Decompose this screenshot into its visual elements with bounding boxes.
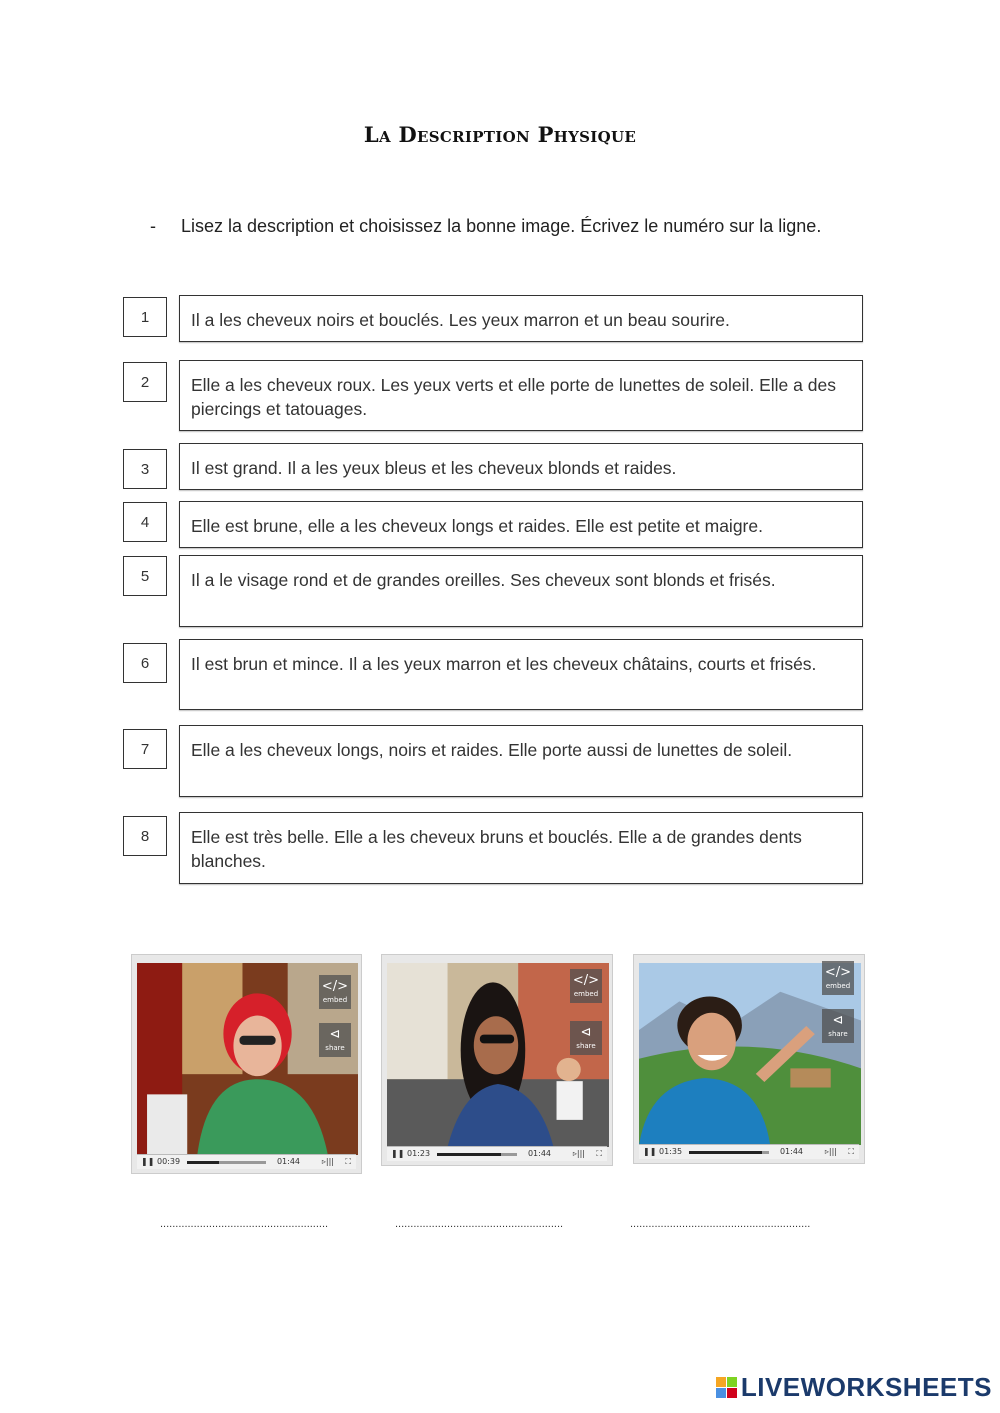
embed-icon: </> [321, 979, 349, 994]
item-description-7: Elle a les cheveux longs, noirs et raides. Elle porte aussi de lunettes de soleil. [179, 725, 863, 797]
photo-1-embed-button[interactable]: </> embed [319, 975, 351, 1009]
item-description-1: Il a les cheveux noirs et bouclés. Les yeux marron et un beau sourire. [179, 295, 863, 342]
item-description-5: Il a le visage rond et de grandes oreilles. Ses cheveux sont blonds et frisés. [179, 555, 863, 627]
photo-2-controls [387, 1146, 607, 1161]
duration: 01:44 [779, 1147, 803, 1156]
share-icon: ⊲ [832, 1013, 844, 1028]
photo-1-share-button[interactable]: ⊲ share [319, 1023, 351, 1057]
page-title: La Description Physique [363, 122, 637, 147]
progress-fill [437, 1153, 501, 1156]
fullscreen-icon[interactable]: ⛶ [345, 1157, 351, 1166]
progress-bar[interactable] [187, 1161, 266, 1164]
instruction [150, 216, 821, 237]
item-number-4: 4 [123, 502, 167, 542]
answer-line-1[interactable]: ....................................................... [160, 1218, 329, 1230]
logo-icon [716, 1377, 738, 1399]
item-description-6: Il est brun et mince. Il a les yeux marron et les cheveux châtains, courts et frisés. [179, 639, 863, 710]
answer-line-3[interactable]: ........................................................... [630, 1218, 811, 1230]
logo-square-4 [727, 1388, 737, 1398]
answer-line-2[interactable]: ....................................................... [395, 1218, 564, 1230]
item-number-8: 8 [123, 816, 167, 856]
embed-icon: </> [824, 965, 852, 980]
progress-bar[interactable] [689, 1151, 769, 1154]
current-time: 01:23 [407, 1149, 431, 1158]
item-description-8: Elle est très belle. Elle a les cheveux bruns et bouclés. Elle a de grandes dents blanches. [179, 812, 863, 884]
logo-square-2 [727, 1377, 737, 1387]
fullscreen-icon[interactable]: ⛶ [848, 1147, 854, 1156]
item-number-6: 6 [123, 643, 167, 683]
progress-fill [187, 1161, 219, 1164]
fullscreen-icon[interactable]: ⛶ [596, 1149, 602, 1158]
share-icon: ⊲ [329, 1027, 341, 1042]
logo-square-3 [716, 1388, 726, 1398]
photo-3-controls [639, 1144, 859, 1159]
photo-3[interactable] [633, 954, 865, 1164]
pause-icon[interactable]: ❚❚ [141, 1157, 155, 1166]
logo-square-1 [716, 1377, 726, 1387]
instruction-text: Lisez la description et choisissez la bonne image. Écrivez le numéro sur la ligne. [181, 216, 822, 236]
share-icon: ⊲ [580, 1025, 592, 1040]
photo-2-share-button[interactable]: ⊲ share [570, 1021, 602, 1055]
current-time: 01:35 [659, 1147, 683, 1156]
photo-1[interactable] [131, 954, 362, 1174]
volume-icon[interactable]: ▹||| [572, 1149, 585, 1158]
item-number-1: 1 [123, 297, 167, 337]
embed-icon: </> [572, 973, 600, 988]
liveworksheets-logo [716, 1372, 992, 1403]
pause-icon[interactable]: ❚❚ [391, 1149, 405, 1158]
photo-2[interactable] [381, 954, 613, 1166]
item-description-3: Il est grand. Il a les yeux bleus et les cheveux blonds et raides. [179, 443, 863, 490]
item-number-7: 7 [123, 729, 167, 769]
progress-fill [689, 1151, 762, 1154]
item-number-5: 5 [123, 556, 167, 596]
duration: 01:44 [527, 1149, 551, 1158]
instruction-bullet: - [150, 216, 156, 236]
volume-icon[interactable]: ▹||| [321, 1157, 334, 1166]
duration: 01:44 [276, 1157, 300, 1166]
volume-icon[interactable]: ▹||| [824, 1147, 837, 1156]
photo-3-embed-button[interactable]: </> embed [822, 961, 854, 995]
item-description-2: Elle a les cheveux roux. Les yeux verts et elle porte de lunettes de soleil. Elle a des piercings et tatouages. [179, 360, 863, 431]
logo-text: LIVEWORKSHEETS [740, 1372, 992, 1402]
current-time: 00:39 [157, 1157, 181, 1166]
item-description-4: Elle est brune, elle a les cheveux longs et raides. Elle est petite et maigre. [179, 501, 863, 548]
item-number-2: 2 [123, 362, 167, 402]
photo-1-controls [137, 1154, 356, 1169]
progress-bar[interactable] [437, 1153, 517, 1156]
item-number-3: 3 [123, 449, 167, 489]
photo-3-share-button[interactable]: ⊲ share [822, 1009, 854, 1043]
pause-icon[interactable]: ❚❚ [643, 1147, 657, 1156]
photo-2-embed-button[interactable]: </> embed [570, 969, 602, 1003]
